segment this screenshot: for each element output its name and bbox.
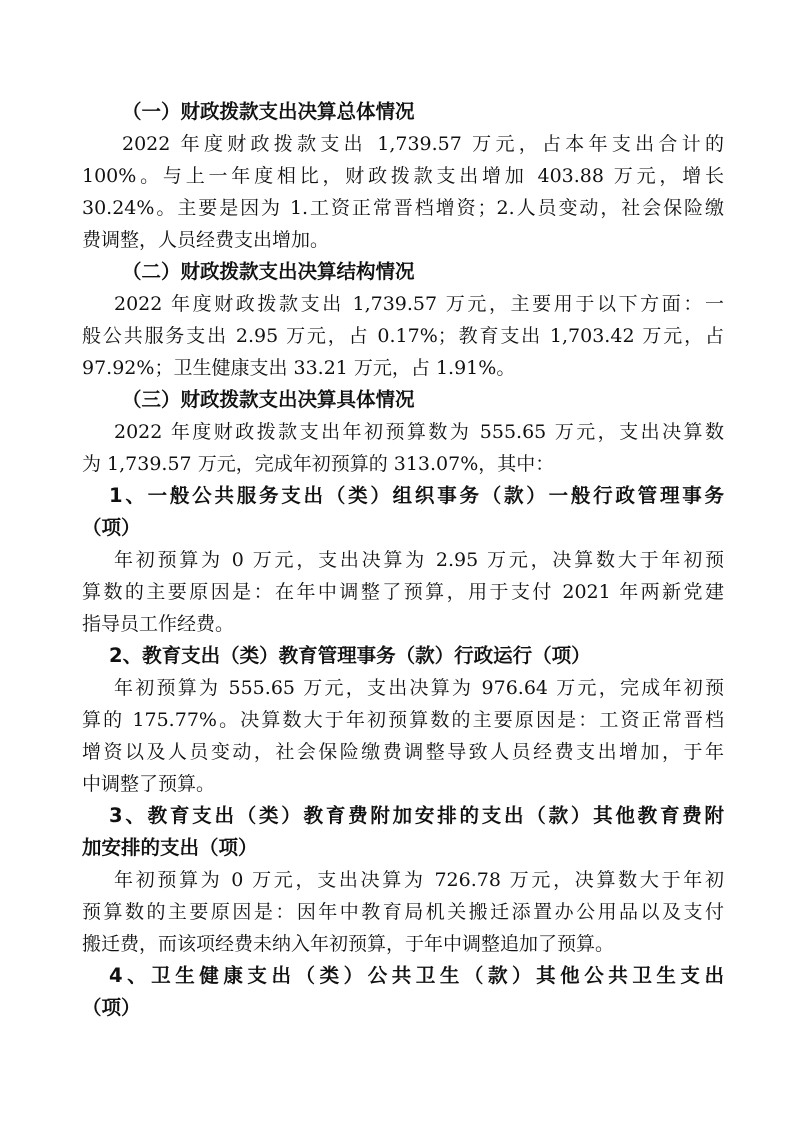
paragraph-line: 算数的主要原因是：在年中调整了预算，用于支付 2021 年两新党建: [82, 581, 724, 603]
item-heading: 4、卫生健康支出（类）公共卫生（款）其他公共卫生支出: [109, 964, 724, 987]
paragraph-line: 100%。与上一年度相比，财政拨款支出增加 403.88 万元，增长: [82, 165, 724, 187]
paragraph-line: 2022 年度财政拨款支出 1,739.57 万元，主要用于以下方面：一: [114, 293, 724, 315]
section-overall: [82, 96, 724, 256]
section-heading: （二）财政拨款支出决算结构情况: [122, 260, 415, 283]
paragraph-line: 般公共服务支出 2.95 万元，占 0.17%；教育支出 1,703.42 万元，占: [82, 325, 724, 347]
document-page: [82, 96, 724, 1024]
section-detail: [82, 384, 724, 480]
paragraph-line: 费调整，人员经费支出增加。: [82, 229, 330, 251]
item-heading: （项）: [82, 516, 141, 539]
section-heading: （三）财政拨款支出决算具体情况: [122, 388, 415, 411]
paragraph-line: 算的 175.77%。决算数大于年初预算数的主要原因是：工资正常晋档: [82, 709, 724, 731]
paragraph-line: 2022 年度财政拨款支出 1,739.57 万元，占本年支出合计的: [122, 133, 724, 155]
paragraph-line: 2022 年度财政拨款支出年初预算数为 555.65 万元，支出决算数: [114, 421, 724, 443]
paragraph-line: 预算数的主要原因是：因年中教育局机关搬迁添置办公用品以及支付: [82, 901, 724, 923]
item-heading: （项）: [82, 996, 141, 1019]
item-heading: 加安排的支出（项）: [82, 836, 258, 859]
paragraph-line: 年初预算为 0 万元，支出决算为 726.78 万元，决算数大于年初: [114, 869, 724, 891]
paragraph-line: 搬迁费，而该项经费未纳入年初预算，于年中调整追加了预算。: [82, 933, 615, 955]
paragraph-line: 年初预算为 0 万元，支出决算为 2.95 万元，决算数大于年初预: [114, 549, 724, 571]
paragraph-line: 年初预算为 555.65 万元，支出决算为 976.64 万元，完成年初预: [114, 677, 724, 699]
item-heading: 3、教育支出（类）教育费附加安排的支出（款）其他教育费附: [109, 804, 724, 827]
item-education-surcharge: [82, 800, 724, 960]
paragraph-line: 指导员工作经费。: [82, 613, 235, 635]
item-heading: 1、一般公共服务支出（类）组织事务（款）一般行政管理事务: [109, 484, 724, 507]
paragraph-line: 为 1,739.57 万元，完成年初预算的 313.07%，其中：: [82, 453, 555, 475]
paragraph-line: 30.24%。主要是因为 1.工资正常晋档增资；2.人员变动，社会保险缴: [82, 197, 724, 219]
item-education-admin: [82, 640, 724, 800]
paragraph-line: 中调整了预算。: [82, 773, 216, 795]
section-structure: [82, 256, 724, 384]
item-heading: 2、教育支出（类）教育管理事务（款）行政运行（项）: [109, 644, 591, 667]
item-general-public-service: [82, 480, 724, 640]
section-heading: （一）财政拨款支出决算总体情况: [122, 100, 415, 123]
item-public-health: [82, 960, 724, 1024]
paragraph-line: 增资以及人员变动，社会保险缴费调整导致人员经费支出增加，于年: [82, 741, 724, 763]
paragraph-line: 97.92%；卫生健康支出 33.21 万元，占 1.91%。: [82, 357, 516, 379]
